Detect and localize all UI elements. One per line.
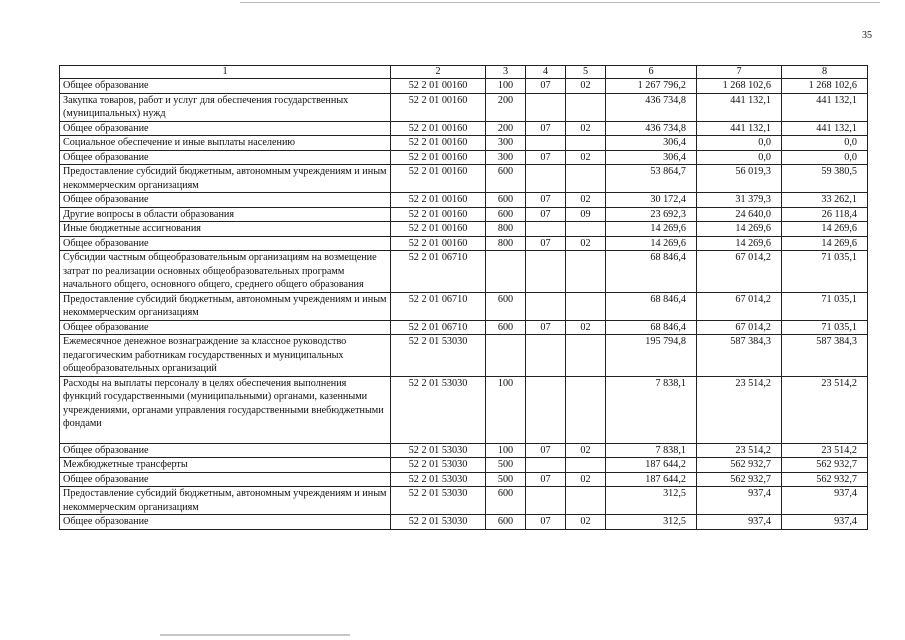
cell-vr: 600	[486, 207, 526, 222]
cell-pr: 02	[566, 472, 606, 487]
cell-code: 52 2 01 53030	[391, 515, 486, 530]
cell-year1: 312,5	[606, 515, 697, 530]
cell-name: Общее образование	[60, 79, 391, 94]
cell-rz	[526, 292, 566, 320]
cell-code: 52 2 01 53030	[391, 487, 486, 515]
table-row	[60, 121, 868, 136]
cell-code: 52 2 01 00160	[391, 121, 486, 136]
cell-code: 52 2 01 00160	[391, 165, 486, 193]
cell-vr: 100	[486, 443, 526, 458]
cell-year3: 587 384,3	[782, 335, 868, 377]
cell-code: 52 2 01 00160	[391, 193, 486, 208]
cell-rz: 07	[526, 236, 566, 251]
cell-rz: 07	[526, 121, 566, 136]
cell-pr	[566, 376, 606, 443]
cell-vr: 600	[486, 320, 526, 335]
cell-code: 52 2 01 06710	[391, 320, 486, 335]
cell-year1: 436 734,8	[606, 93, 697, 121]
cell-year2: 937,4	[697, 487, 782, 515]
cell-year2: 441 132,1	[697, 93, 782, 121]
cell-pr	[566, 93, 606, 121]
cell-year2: 31 379,3	[697, 193, 782, 208]
cell-name: Общее образование	[60, 515, 391, 530]
cell-name: Общее образование	[60, 150, 391, 165]
cell-rz: 07	[526, 320, 566, 335]
cell-year3: 441 132,1	[782, 93, 868, 121]
cell-year3: 26 118,4	[782, 207, 868, 222]
cell-rz	[526, 93, 566, 121]
cell-name: Расходы на выплаты персоналу в целях обеспечения выполнения функций государственными (муниципальными) органами, казенными учреждениями, органами управления государственными внебюджетными фондами	[60, 376, 391, 443]
cell-year3: 14 269,6	[782, 236, 868, 251]
cell-year1: 306,4	[606, 136, 697, 151]
cell-year2: 24 640,0	[697, 207, 782, 222]
cell-rz	[526, 487, 566, 515]
cell-year3: 0,0	[782, 150, 868, 165]
cell-pr: 02	[566, 443, 606, 458]
table-row	[60, 335, 868, 377]
column-header: 1	[60, 66, 391, 79]
cell-year1: 187 644,2	[606, 472, 697, 487]
cell-vr	[486, 251, 526, 293]
cell-year1: 312,5	[606, 487, 697, 515]
column-header: 4	[526, 66, 566, 79]
cell-code: 52 2 01 00160	[391, 222, 486, 237]
cell-code: 52 2 01 00160	[391, 93, 486, 121]
cell-year3: 33 262,1	[782, 193, 868, 208]
cell-vr: 500	[486, 458, 526, 473]
table-row	[60, 236, 868, 251]
cell-code: 52 2 01 53030	[391, 458, 486, 473]
cell-code: 52 2 01 00160	[391, 136, 486, 151]
cell-code: 52 2 01 00160	[391, 79, 486, 94]
cell-code: 52 2 01 53030	[391, 335, 486, 377]
cell-year3: 71 035,1	[782, 292, 868, 320]
cell-name: Предоставление субсидий бюджетным, автономным учреждениям и иным некоммерческим организациям	[60, 487, 391, 515]
cell-year1: 195 794,8	[606, 335, 697, 377]
cell-year1: 1 267 796,2	[606, 79, 697, 94]
cell-vr: 600	[486, 193, 526, 208]
cell-code: 52 2 01 53030	[391, 472, 486, 487]
table-row	[60, 443, 868, 458]
cell-vr: 300	[486, 136, 526, 151]
cell-code: 52 2 01 53030	[391, 376, 486, 443]
cell-code: 52 2 01 53030	[391, 443, 486, 458]
cell-year1: 53 864,7	[606, 165, 697, 193]
cell-year1: 187 644,2	[606, 458, 697, 473]
cell-vr: 600	[486, 165, 526, 193]
cell-year2: 937,4	[697, 515, 782, 530]
cell-vr: 600	[486, 292, 526, 320]
table-row	[60, 487, 868, 515]
cell-code: 52 2 01 00160	[391, 150, 486, 165]
table-row	[60, 251, 868, 293]
cell-name: Социальное обеспечение и иные выплаты населению	[60, 136, 391, 151]
cell-name: Общее образование	[60, 443, 391, 458]
column-header: 6	[606, 66, 697, 79]
cell-code: 52 2 01 06710	[391, 251, 486, 293]
cell-rz	[526, 458, 566, 473]
page-number: 35	[862, 30, 872, 41]
cell-name: Предоставление субсидий бюджетным, автономным учреждениям и иным некоммерческим организациям	[60, 292, 391, 320]
cell-name: Субсидии частным общеобразовательным организациям на возмещение затрат по реализации основных общеобразовательных программ начального общего, основного общего, среднего общего образования	[60, 251, 391, 293]
cell-pr: 02	[566, 121, 606, 136]
cell-name: Общее образование	[60, 193, 391, 208]
column-header: 2	[391, 66, 486, 79]
cell-year3: 23 514,2	[782, 376, 868, 443]
cell-year2: 0,0	[697, 136, 782, 151]
cell-pr: 02	[566, 515, 606, 530]
column-header: 7	[697, 66, 782, 79]
column-header: 8	[782, 66, 868, 79]
table-row	[60, 207, 868, 222]
cell-vr	[486, 335, 526, 377]
cell-name: Общее образование	[60, 236, 391, 251]
budget-table	[59, 65, 868, 530]
cell-year3: 71 035,1	[782, 251, 868, 293]
cell-year2: 0,0	[697, 150, 782, 165]
cell-name: Межбюджетные трансферты	[60, 458, 391, 473]
table-header-row	[60, 66, 868, 79]
table-row	[60, 320, 868, 335]
cell-year1: 14 269,6	[606, 236, 697, 251]
table-row	[60, 515, 868, 530]
cell-pr	[566, 251, 606, 293]
cell-vr: 600	[486, 515, 526, 530]
cell-pr	[566, 335, 606, 377]
cell-rz: 07	[526, 472, 566, 487]
table-row	[60, 222, 868, 237]
cell-vr: 100	[486, 376, 526, 443]
cell-rz: 07	[526, 443, 566, 458]
cell-vr: 500	[486, 472, 526, 487]
table-row	[60, 193, 868, 208]
cell-rz: 07	[526, 150, 566, 165]
table-row	[60, 472, 868, 487]
table-row	[60, 136, 868, 151]
cell-vr: 800	[486, 236, 526, 251]
cell-year1: 14 269,6	[606, 222, 697, 237]
cell-name: Общее образование	[60, 121, 391, 136]
cell-year3: 562 932,7	[782, 458, 868, 473]
bottom-scan-rule	[160, 634, 350, 636]
cell-year1: 68 846,4	[606, 320, 697, 335]
cell-year2: 562 932,7	[697, 458, 782, 473]
cell-year3: 1 268 102,6	[782, 79, 868, 94]
table-row	[60, 150, 868, 165]
table-row	[60, 93, 868, 121]
cell-year3: 23 514,2	[782, 443, 868, 458]
cell-pr	[566, 487, 606, 515]
cell-year3: 71 035,1	[782, 320, 868, 335]
cell-year2: 67 014,2	[697, 251, 782, 293]
cell-vr: 200	[486, 121, 526, 136]
cell-pr	[566, 165, 606, 193]
cell-year1: 306,4	[606, 150, 697, 165]
cell-year2: 23 514,2	[697, 376, 782, 443]
table-row	[60, 458, 868, 473]
cell-vr: 200	[486, 93, 526, 121]
cell-pr: 02	[566, 79, 606, 94]
cell-year2: 56 019,3	[697, 165, 782, 193]
table-row	[60, 165, 868, 193]
cell-pr: 02	[566, 193, 606, 208]
cell-year2: 67 014,2	[697, 292, 782, 320]
cell-rz: 07	[526, 515, 566, 530]
cell-rz	[526, 376, 566, 443]
cell-name: Общее образование	[60, 472, 391, 487]
cell-year1: 30 172,4	[606, 193, 697, 208]
table-row	[60, 79, 868, 94]
cell-year2: 562 932,7	[697, 472, 782, 487]
cell-rz	[526, 222, 566, 237]
cell-pr	[566, 136, 606, 151]
cell-year3: 441 132,1	[782, 121, 868, 136]
cell-year3: 562 932,7	[782, 472, 868, 487]
cell-rz	[526, 165, 566, 193]
cell-year2: 587 384,3	[697, 335, 782, 377]
cell-pr	[566, 222, 606, 237]
cell-vr: 800	[486, 222, 526, 237]
cell-pr: 02	[566, 236, 606, 251]
table-row	[60, 292, 868, 320]
cell-vr: 300	[486, 150, 526, 165]
cell-pr: 02	[566, 150, 606, 165]
cell-year1: 68 846,4	[606, 292, 697, 320]
cell-year3: 937,4	[782, 487, 868, 515]
cell-rz	[526, 251, 566, 293]
cell-vr: 600	[486, 487, 526, 515]
cell-rz	[526, 335, 566, 377]
cell-rz: 07	[526, 79, 566, 94]
cell-pr: 09	[566, 207, 606, 222]
cell-year1: 68 846,4	[606, 251, 697, 293]
cell-code: 52 2 01 00160	[391, 207, 486, 222]
cell-year2: 441 132,1	[697, 121, 782, 136]
cell-rz: 07	[526, 207, 566, 222]
cell-rz: 07	[526, 193, 566, 208]
cell-name: Иные бюджетные ассигнования	[60, 222, 391, 237]
cell-pr	[566, 458, 606, 473]
cell-year2: 14 269,6	[697, 236, 782, 251]
top-scan-rule	[240, 2, 880, 3]
cell-rz	[526, 136, 566, 151]
column-header: 3	[486, 66, 526, 79]
cell-pr	[566, 292, 606, 320]
column-header: 5	[566, 66, 606, 79]
cell-year2: 67 014,2	[697, 320, 782, 335]
cell-year2: 1 268 102,6	[697, 79, 782, 94]
cell-year1: 436 734,8	[606, 121, 697, 136]
cell-year3: 14 269,6	[782, 222, 868, 237]
cell-name: Предоставление субсидий бюджетным, автономным учреждениям и иным некоммерческим организациям	[60, 165, 391, 193]
cell-name: Закупка товаров, работ и услуг для обеспечения государственных (муниципальных) нужд	[60, 93, 391, 121]
cell-year3: 937,4	[782, 515, 868, 530]
cell-code: 52 2 01 00160	[391, 236, 486, 251]
cell-code: 52 2 01 06710	[391, 292, 486, 320]
cell-year2: 14 269,6	[697, 222, 782, 237]
cell-year1: 23 692,3	[606, 207, 697, 222]
cell-name: Общее образование	[60, 320, 391, 335]
cell-year3: 0,0	[782, 136, 868, 151]
cell-name: Ежемесячное денежное вознаграждение за классное руководство педагогическим работникам государственных и муниципальных общеобразовательных организаций	[60, 335, 391, 377]
cell-name: Другие вопросы в области образования	[60, 207, 391, 222]
cell-pr: 02	[566, 320, 606, 335]
cell-year3: 59 380,5	[782, 165, 868, 193]
table-row	[60, 376, 868, 443]
cell-year2: 23 514,2	[697, 443, 782, 458]
cell-year1: 7 838,1	[606, 376, 697, 443]
cell-vr: 100	[486, 79, 526, 94]
cell-year1: 7 838,1	[606, 443, 697, 458]
